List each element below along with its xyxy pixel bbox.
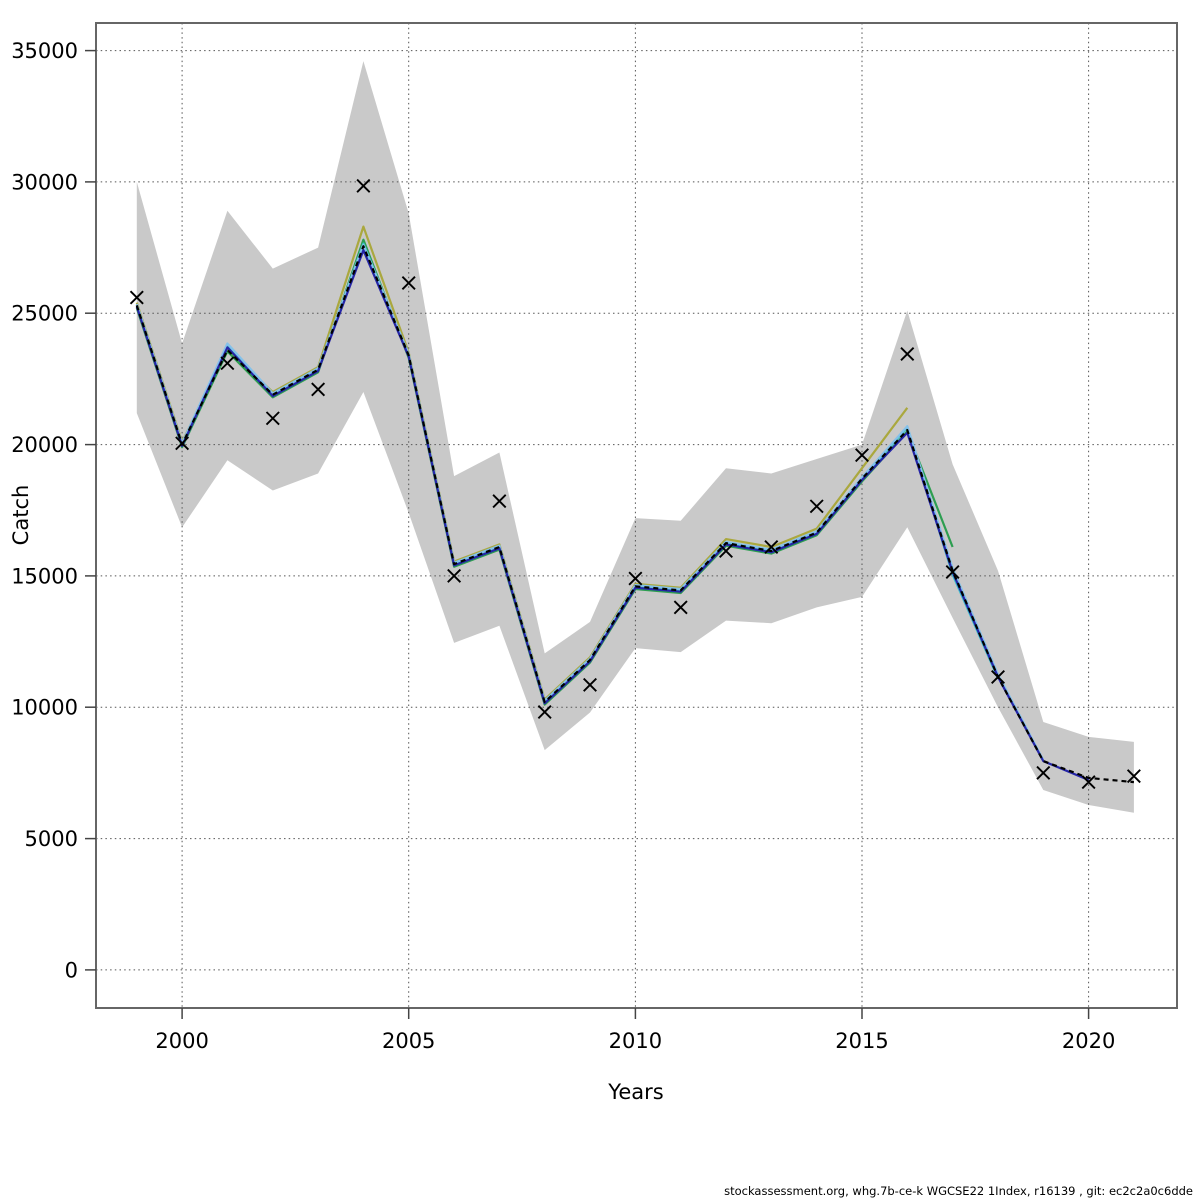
x-tick-label-2010: 2010 — [608, 1029, 663, 1053]
plot-border — [96, 23, 1177, 1008]
y-tick-label-35000: 35000 — [11, 39, 78, 64]
x-tick-label-2015: 2015 — [835, 1029, 889, 1053]
y-axis-title: Catch — [9, 484, 33, 546]
x-tick-label-2005: 2005 — [381, 1029, 436, 1053]
x-tick-label-2020: 2020 — [1061, 1029, 1116, 1053]
footer-credit: stockassessment.org, whg.7b-ce-k WGCSE22 1Index, r16139 , git: ec2c2a0c6dde — [724, 1184, 1193, 1198]
y-tick-label-5000: 5000 — [24, 827, 78, 852]
y-tick-label-10000: 10000 — [11, 695, 78, 720]
y-tick-label-20000: 20000 — [11, 433, 78, 458]
x-axis-title: Years — [608, 1080, 664, 1104]
y-tick-label-15000: 15000 — [11, 564, 78, 589]
y-tick-label-30000: 30000 — [11, 170, 78, 195]
x-tick-label-2000: 2000 — [155, 1029, 209, 1053]
y-tick-label-25000: 25000 — [11, 301, 78, 326]
y-tick-label-0: 0 — [64, 958, 78, 983]
grid-layer — [96, 23, 1177, 1008]
